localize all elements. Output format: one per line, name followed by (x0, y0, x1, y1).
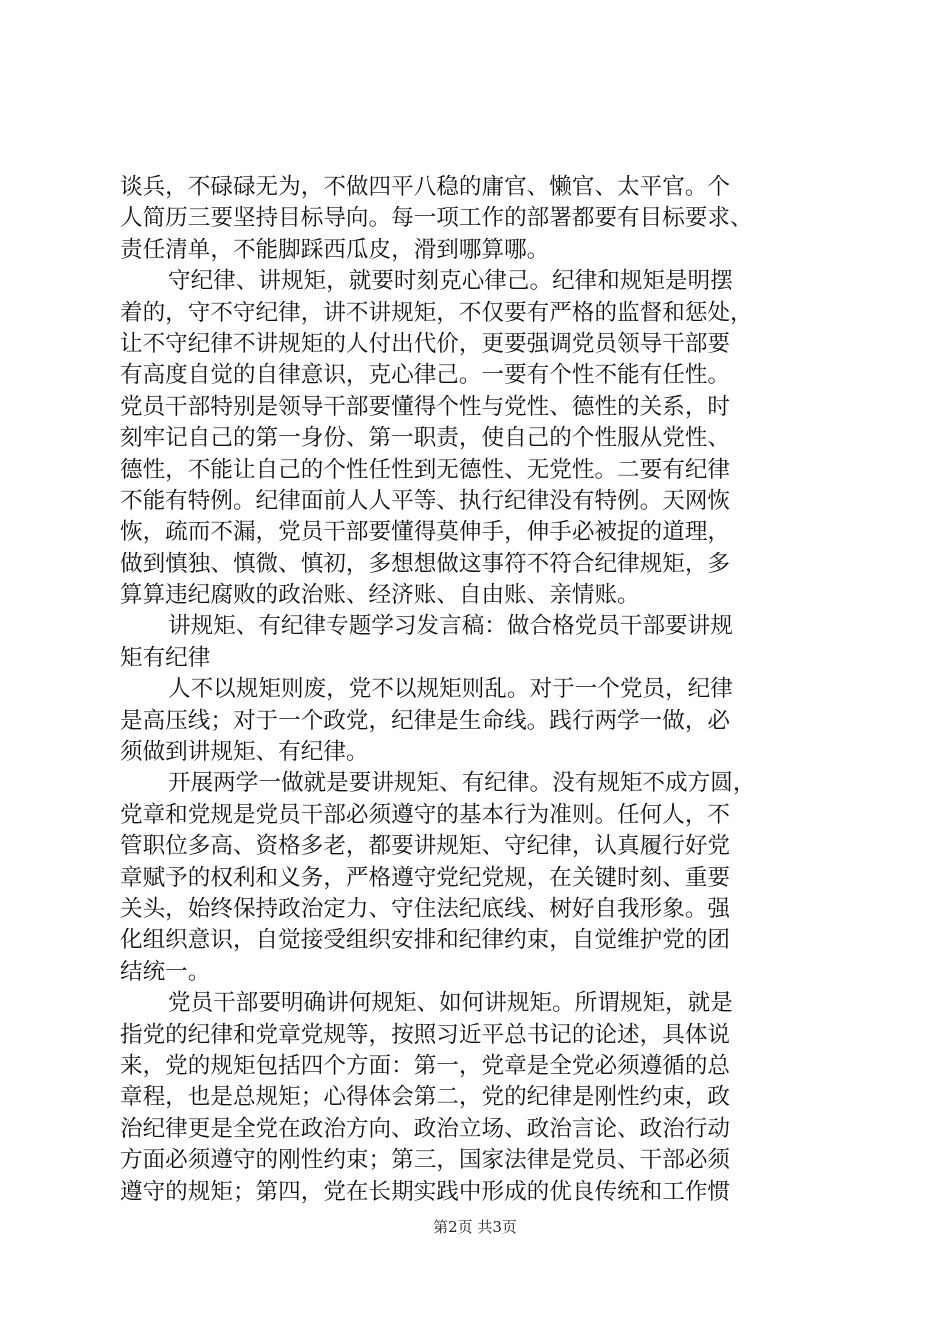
text-line: 有高度自觉的自律意识，克心律己。一要有个性不能有任性。 (120, 362, 731, 389)
text-line: 遵守的规矩；第四，党在长期实践中形成的优良传统和工作惯 (120, 1178, 731, 1205)
text-line: 关头，始终保持政治定力、守住法纪底线、树好自我形象。强 (120, 895, 731, 922)
text-line: 谈兵，不碌碌无为，不做四平八稳的庸官、懒官、太平官。个 (120, 174, 731, 200)
text-line: 矩有纪律 (120, 644, 211, 671)
text-line: 是高压线；对于一个政党，纪律是生命线。践行两学一做，必 (120, 707, 731, 734)
text-line: 刻牢记自己的第一身份、第一职责，使自己的个性服从党性、 (120, 425, 731, 452)
text-line: 指党的纪律和党章党规等，按照习近平总书记的论述，具体说 (120, 1021, 731, 1048)
text-line: 人简历三要坚持目标导向。每一项工作的部署都要有目标要求、 (120, 205, 753, 232)
text-line: 着的，守不守纪律，讲不讲规矩，不仅要有严格的监督和惩处， (120, 299, 753, 326)
document-body (120, 172, 832, 1208)
text-line: 德性，不能让自己的个性任性到无德性、无党性。二要有纪律 (120, 456, 731, 483)
text-line: 章程，也是总规矩；心得体会第二，党的纪律是刚性约束，政 (120, 1084, 731, 1111)
text-line: 开展两学一做就是要讲规矩、有纪律。没有规矩不成方圆， (168, 770, 756, 797)
text-line: 讲规矩、有纪律专题学习发言稿：做合格党员干部要讲规 (168, 613, 733, 640)
text-line: 党员干部要明确讲何规矩、如何讲规矩。所谓规矩，就是 (168, 990, 733, 1017)
text-line: 做到慎独、慎微、慎初，多想想做这事符不符合纪律规矩，多 (120, 550, 731, 577)
text-line: 方面必须遵守的刚性约束；第三，国家法律是党员、干部必须 (120, 1147, 731, 1174)
text-line: 人不以规矩则废，党不以规矩则乱。对于一个党员，纪律 (168, 676, 733, 703)
text-line: 党章和党规是党员干部必须遵守的基本行为准则。任何人，不 (120, 801, 731, 828)
text-line: 来，党的规矩包括四个方面：第一，党章是全党必须遵循的总 (120, 1052, 731, 1079)
text-line: 须做到讲规矩、有纪律。 (120, 739, 369, 766)
text-line: 让不守纪律不讲规矩的人付出代价，更要强调党员领导干部要 (120, 330, 731, 357)
text-line: 章赋予的权利和义务，严格遵守党纪党规，在关键时刻、重要 (120, 864, 731, 891)
text-line: 党员干部特别是领导干部要懂得个性与党性、德性的关系，时 (120, 393, 731, 420)
text-line: 算算违纪腐败的政治账、经济账、自由账、亲情账。 (120, 582, 640, 609)
text-line: 不能有特例。纪律面前人人平等、执行纪律没有特例。天网恢 (120, 487, 731, 514)
text-line: 治纪律更是全党在政治方向、政治立场、政治言论、政治行动 (120, 1115, 731, 1142)
text-line: 化组织意识，自觉接受组织安排和纪律约束，自觉维护党的团 (120, 927, 731, 954)
text-line: 恢，疏而不漏，党员干部要懂得莫伸手，伸手必被捉的道理， (120, 519, 731, 546)
text-line: 管职位多高、资格多老，都要讲规矩、守纪律，认真履行好党 (120, 833, 731, 860)
text-line: 结统一。 (120, 958, 211, 985)
text-line: 守纪律、讲规矩，就要时刻克心律己。纪律和规矩是明摆 (168, 268, 733, 295)
page-footer: 第2页 共3页 (433, 1218, 517, 1236)
text-line: 责任清单，不能脚踩西瓜皮，滑到哪算哪。 (120, 236, 550, 263)
